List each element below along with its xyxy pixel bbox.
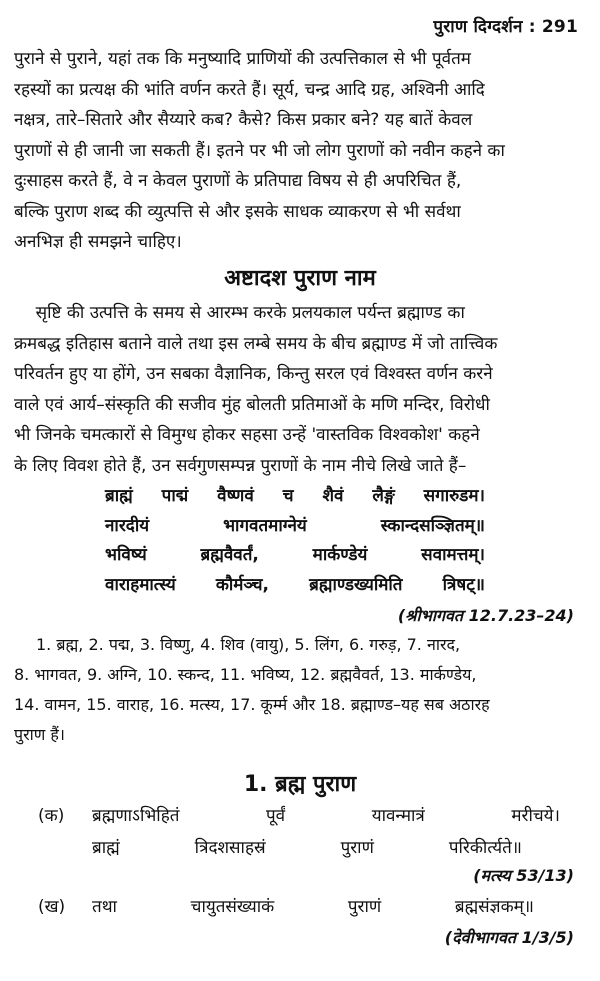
verse-line: वाराहमात्स्यं कौर्मञ्च, ब्रह्माण्डख्यमिति त्रिषट्॥ — [105, 574, 485, 595]
verse-kha — [14, 891, 574, 923]
verse-word: मरीचये। — [511, 806, 560, 826]
verse-word: पुराणं — [340, 838, 374, 858]
verse-row — [14, 891, 574, 923]
text-line: के लिए विवश होते हैं, उन सर्वगुणसम्पन्न पुराणों के नाम नीचे लिखे जाते हैं– — [14, 455, 467, 476]
verse-word: ब्रह्मणाऽभिहितं — [92, 806, 180, 826]
text-line: सृष्टि की उत्पत्ति के समय से आरम्भ करके प्रलयकाल पर्यन्त ब्रह्माण्ड का — [14, 303, 465, 323]
verse-word: पुराणं — [347, 897, 382, 917]
text-line: परिवर्तन हुए या होंगे, उन सबका वैज्ञानिक, किन्तु सरल एवं विश्वस्त वर्णन करने — [14, 364, 493, 384]
item-marker: (ख) — [38, 897, 66, 917]
intro-paragraph — [14, 44, 586, 258]
list-line: 8. भागवत, 9. अग्नि, 10. स्कन्द, 11. भविष्य, 12. ब्रह्मवैवर्त, 13. मार्कण्डेय, — [14, 665, 477, 684]
item-marker: (क) — [38, 806, 65, 826]
section1-paragraph — [14, 298, 586, 481]
verse-word: पूर्वं — [266, 806, 286, 826]
list-line: पुराण हैं। — [14, 725, 65, 744]
verse-word: यावन्मात्रं — [371, 806, 425, 826]
verse-row — [14, 832, 574, 864]
text-line: भी जिनके चमत्कारों से विमुग्ध होकर सहसा उन्हें 'वास्तविक विश्वकोश' कहने — [14, 425, 480, 445]
text-line: बल्कि पुराण शब्द की व्युत्पत्ति से और इसके साधक व्याकरण से भी सर्वथा — [14, 201, 461, 222]
section-heading: 1. ब्रह्म पुराण — [243, 772, 357, 797]
verse-line: ब्राह्मं पाद्मं वैष्णवं च शैवं लैङ्गं सगारुडम। — [105, 486, 485, 506]
verse-text — [92, 800, 574, 832]
verse-word: त्रिदशसाहस्रं — [194, 838, 266, 858]
verse-row — [14, 800, 574, 832]
text-line: रहस्यों का प्रत्यक्ष की भांति वर्णन करते हैं। सूर्य, चन्द्र आदि ग्रह, अश्विनी आदि — [14, 79, 485, 100]
list-line: 1. ब्रह्म, 2. पद्म, 3. विष्णु, 4. शिव (वायु), 5. लिंग, 6. गरुड़, 7. नारद, — [36, 635, 461, 654]
sanskrit-verse — [105, 482, 485, 600]
verse-citation: (मत्स्य 53/13) — [473, 866, 574, 885]
text-line: नक्षत्र, तारे–सितारे और सैय्यारे कब? कैसे? किस प्रकार बने? यह बातें केवल — [14, 110, 473, 130]
verse-word: ब्राह्मं — [92, 838, 120, 858]
verse-text — [92, 832, 574, 864]
text-line: अनभिज्ञ ही समझने चाहिए। — [14, 232, 182, 252]
verse-citation: (देवीभागवत 1/3/5) — [444, 928, 574, 947]
verse-ka — [14, 800, 574, 864]
text-line: वाले एवं आर्य–संस्कृति की सजीव मुंह बोलती प्रतिमाओं के मणि मन्दिर, विरोधी — [14, 394, 490, 415]
verse-word: ब्रह्मसंज्ञकम्॥ — [454, 897, 534, 917]
verse-line: भविष्यं ब्रह्मवैवर्तं, मार्कण्डेयं सवामत्तम्। — [105, 545, 485, 565]
verse-citation: (श्रीभागवत 12.7.23–24) — [397, 606, 574, 625]
list-line: 14. वामन, 15. वाराह, 16. मत्स्य, 17. कूर्म्म और 18. ब्रह्माण्ड–यह सब अठारह — [14, 695, 490, 714]
verse-word: चायुतसंख्याकं — [190, 897, 275, 917]
section-heading: अष्टादश पुराण नाम — [224, 266, 376, 291]
verse-word: तथा — [92, 897, 117, 917]
running-head: पुराण दिग्दर्शन : 291 — [433, 17, 578, 37]
verse-text — [92, 891, 574, 923]
purana-list — [14, 630, 586, 750]
verse-line: नारदीयं भागवतमाग्नेयं स्कान्दसञ्ज्ञितम्॥ — [105, 515, 485, 536]
text-line: क्रमबद्ध इतिहास बताने वाले तथा इस लम्बे समय के बीच ब्रह्माण्ड में जो तात्त्विक — [14, 333, 498, 354]
verse-word: परिकीर्त्यते॥ — [448, 838, 522, 858]
text-line: पुराणों से ही जानी जा सकती हैं। इतने पर भी जो लोग पुराणों को नवीन कहने का — [14, 140, 505, 161]
text-line: दुःसाहस करते हैं, वे न केवल पुराणों के प्रतिपाद्य विषय से ही अपरिचित हैं, — [14, 171, 462, 191]
text-line: पुराने से पुराने, यहां तक कि मनुष्यादि प्राणियों की उत्पत्तिकाल से भी पूर्वतम — [14, 49, 471, 69]
